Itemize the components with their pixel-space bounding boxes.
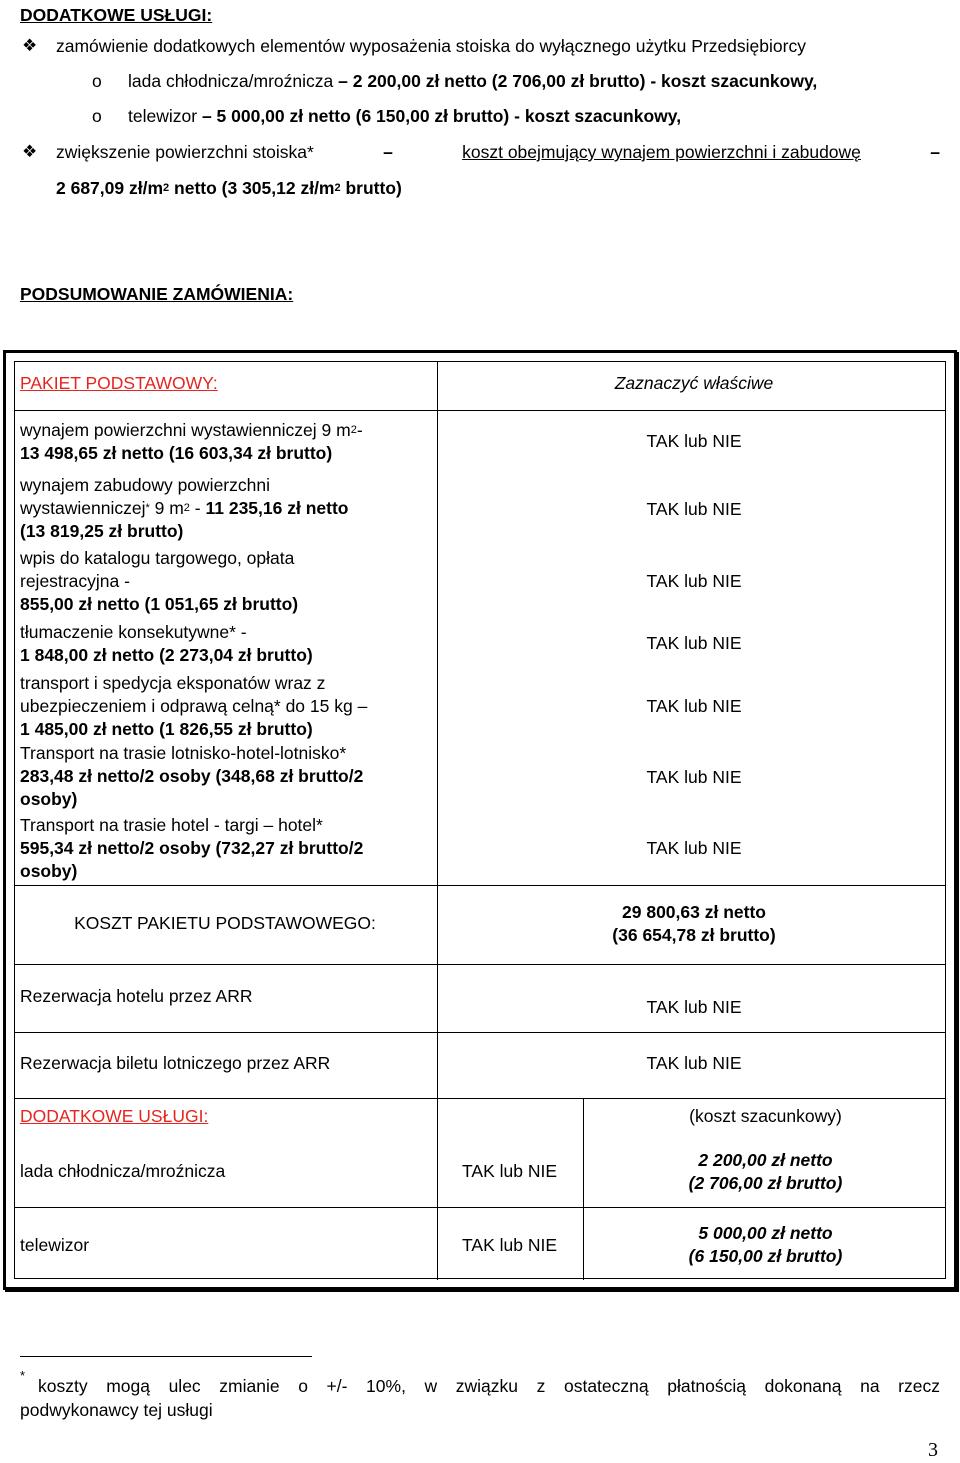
fridge-label: lada chłodnicza/mroźnicza (128, 71, 334, 91)
row-translation (20, 621, 313, 667)
dash: – (383, 142, 393, 162)
flight-reservation-label: Rezerwacja biletu lotniczego przez ARR (20, 1053, 331, 1073)
row-price: osoby) (20, 789, 78, 809)
row-price: 855,00 zł netto (1 051,65 zł brutto) (20, 594, 299, 614)
footnote-line-1: koszty mogą ulec zmianie o +/- 10%, w związku z ostateczną płatnością dokonaną na rzecz (38, 1376, 940, 1396)
area-increase-label: zwiększenie powierzchni stoiska* (56, 142, 314, 162)
superscript: 2 (334, 182, 341, 194)
row-price: 595,34 zł netto/2 osoby (732,27 zł brutto/2 (20, 838, 364, 858)
row-divider (15, 410, 945, 411)
row-divider (15, 1207, 945, 1208)
section-title-extra-services: DODATKOWE USŁUGI: (20, 5, 213, 25)
yes-no-option[interactable]: TAK lub NIE (462, 1161, 557, 1181)
row-price: 11 235,16 zł netto (205, 498, 349, 518)
tv-row-label: telewizor (20, 1235, 90, 1255)
yes-no-option[interactable]: TAK lub NIE (646, 838, 742, 858)
yes-no-option[interactable]: TAK lub NIE (646, 997, 742, 1017)
cost-brutto: (36 654,78 zł brutto) (612, 925, 776, 945)
row-price: osoby) (20, 861, 78, 881)
superscript: 2 (163, 182, 170, 194)
fridge-price: – 2 200,00 zł netto (2 706,00 zł brutto) - koszt szacunkowy, (338, 71, 818, 91)
row-text: wpis do katalogu targowego, opłata (20, 548, 295, 568)
estimated-cost-header: (koszt szacunkowy) (689, 1106, 842, 1126)
row-space-rental (20, 419, 363, 465)
row-divider (15, 885, 945, 886)
row-price: 1 485,00 zł netto (1 826,55 zł brutto) (20, 719, 313, 739)
bullet-diamond-icon: ❖ (22, 36, 38, 55)
row-price: (13 819,25 zł brutto) (20, 521, 184, 541)
yes-no-option[interactable]: TAK lub NIE (646, 571, 742, 591)
yes-no-option[interactable]: TAK lub NIE (646, 1053, 742, 1073)
extra-items-text: zamówienie dodatkowych elementów wyposażenia stoiska do wyłącznego użytku Przedsiębiorcy (56, 36, 806, 56)
package-cost-value (440, 901, 948, 947)
row-text: wynajem zabudowy powierzchni (20, 475, 270, 495)
yes-no-option[interactable]: TAK lub NIE (646, 633, 742, 653)
row-price: 283,48 zł netto/2 osoby (348,68 zł brutto/2 (20, 766, 364, 786)
select-header: Zaznaczyć właściwe (614, 373, 774, 393)
superscript: 2 (350, 424, 357, 436)
fridge-row-label: lada chłodnicza/mroźnicza (20, 1161, 226, 1181)
column-divider (437, 362, 438, 1207)
row-text: ubezpieczeniem i odprawą celną* do 15 kg – (20, 696, 368, 716)
cost-netto: 29 800,63 zł netto (622, 902, 766, 922)
tv-row-price (583, 1222, 948, 1268)
footnote-line-2: podwykonawcy tej usługi (20, 1400, 213, 1420)
price-brutto: (2 706,00 zł brutto) (688, 1173, 843, 1193)
area-increase-price (56, 178, 402, 199)
area-increase-line (56, 142, 940, 163)
row-price: 1 848,00 zł netto (2 273,04 zł brutto) (20, 645, 313, 665)
row-text: tłumaczenie konsekutywne* - (20, 622, 247, 642)
row-text: 9 m (149, 498, 184, 518)
sub-bullet-icon: o (92, 71, 102, 91)
tv-line (128, 106, 681, 127)
row-text: wynajem powierzchni wystawienniczej 9 m (20, 420, 351, 440)
row-text: wystawienniczej (20, 498, 146, 518)
row-text: - (356, 420, 363, 440)
package-header: PAKIET PODSTAWOWY: (20, 373, 218, 393)
price-brutto: (6 150,00 zł brutto) (688, 1246, 843, 1266)
row-catalog-fee (20, 547, 298, 616)
row-text: rejestracyjna - (20, 571, 130, 591)
extra-services-title: DODATKOWE USŁUGI: (20, 1106, 209, 1126)
row-text: - (189, 498, 206, 518)
sub-bullet-icon: o (92, 106, 102, 126)
yes-no-option[interactable]: TAK lub NIE (646, 767, 742, 787)
row-transport-exhibits (20, 672, 367, 741)
superscript: 2 (183, 502, 190, 514)
superscript: * (145, 502, 150, 514)
footnote-mark: * (20, 1368, 26, 1383)
row-text: Transport na trasie hotel - targi – hotel* (20, 815, 323, 835)
yes-no-option[interactable]: TAK lub NIE (646, 431, 742, 451)
row-divider (15, 1098, 945, 1099)
yes-no-option[interactable]: TAK lub NIE (646, 696, 742, 716)
yes-no-option[interactable]: TAK lub NIE (646, 499, 742, 519)
row-stand-construction (20, 474, 348, 543)
row-text: Transport na trasie lotnisko-hotel-lotnisko* (20, 743, 347, 763)
dash: – (930, 142, 940, 162)
row-divider (15, 1032, 945, 1033)
row-divider (15, 964, 945, 965)
row-price: 13 498,65 zł netto (16 603,34 zł brutto) (20, 443, 333, 463)
yes-no-option[interactable]: TAK lub NIE (462, 1235, 557, 1255)
price-part: 2 687,09 zł/m (56, 178, 164, 198)
package-cost-label: KOSZT PAKIETU PODSTAWOWEGO: (74, 913, 376, 933)
price-netto: 2 200,00 zł netto (698, 1150, 833, 1170)
row-fair-transfer (20, 814, 363, 883)
fridge-row-price (583, 1149, 948, 1195)
tv-label: telewizor (128, 106, 198, 126)
hotel-reservation-label: Rezerwacja hotelu przez ARR (20, 986, 253, 1006)
bullet-diamond-icon: ❖ (22, 142, 38, 161)
price-part: brutto) (340, 178, 402, 198)
area-increase-note: koszt obejmujący wynajem powierzchni i zabudowę (462, 142, 861, 162)
page-number: 3 (928, 1439, 938, 1461)
footnote-separator (20, 1356, 312, 1357)
price-netto: 5 000,00 zł netto (698, 1223, 833, 1243)
price-part: netto (3 305,12 zł/m (169, 178, 335, 198)
summary-heading: PODSUMOWANIE ZAMÓWIENIA: (20, 284, 294, 304)
tv-price: – 5 000,00 zł netto (6 150,00 zł brutto) - koszt szacunkowy, (201, 106, 682, 126)
row-airport-transfer (20, 742, 363, 811)
row-text: transport i spedycja eksponatów wraz z (20, 673, 326, 693)
fridge-line (128, 71, 817, 92)
